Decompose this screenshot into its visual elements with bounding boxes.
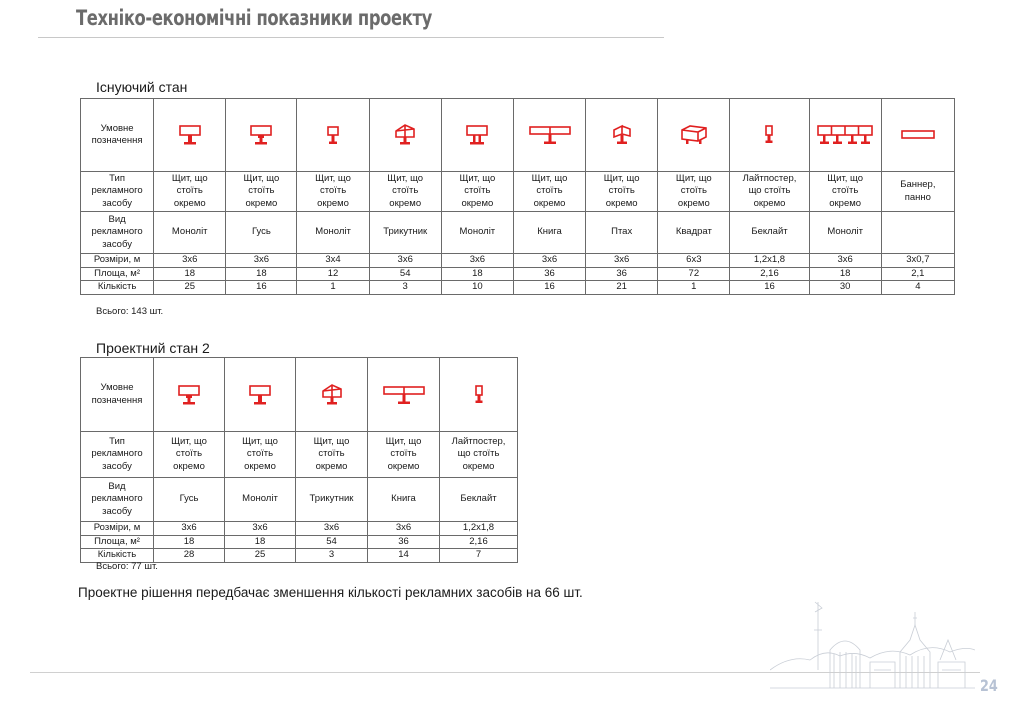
cell-size — [296, 522, 368, 536]
table-row-count — [81, 549, 518, 563]
cell-size — [809, 254, 881, 268]
cell-size-text: 3х6 — [323, 522, 340, 533]
cell-kind-text: Квадрат — [675, 226, 712, 238]
cell-type — [368, 432, 440, 478]
cell-area-text: 54 — [399, 267, 411, 279]
cell-count — [658, 281, 730, 295]
cell-count — [440, 549, 518, 563]
cell-kind — [369, 212, 441, 254]
cell-size — [658, 254, 730, 268]
table-row-size — [81, 522, 518, 536]
cell-size-text: 1,2х1,8 — [753, 254, 786, 265]
projected-total: Всього: 77 шт. — [96, 561, 158, 572]
existing-total: Всього: 143 шт. — [96, 306, 164, 317]
row-label-count — [81, 549, 154, 563]
cell-area — [881, 267, 954, 281]
cell-area-text: 2,1 — [911, 267, 925, 279]
cell-count — [225, 549, 296, 563]
cell-size-text: 3х6 — [252, 522, 268, 533]
cell-area-text: 18 — [254, 535, 266, 547]
cell-count-text: 21 — [616, 281, 627, 292]
cell-count-text: 28 — [183, 549, 195, 560]
page-title: Техніко-економічні показники проекту — [76, 6, 432, 30]
row-label-area — [81, 535, 154, 549]
cell-count — [513, 281, 585, 295]
cell-count-text: 25 — [254, 549, 266, 560]
cell-area-text: 18 — [839, 267, 851, 279]
row-label-kind — [81, 212, 154, 254]
table-row-kind — [81, 478, 518, 522]
billboard-goose-icon — [154, 358, 225, 432]
cell-kind — [658, 212, 730, 254]
row-label-text: Розміри, м — [93, 522, 141, 533]
billboard-monolith-icon — [154, 99, 226, 172]
cell-area-text: 18 — [472, 267, 483, 279]
cell-type — [809, 172, 881, 212]
row-label-symbol — [81, 99, 154, 172]
billboard-square-icon — [658, 99, 730, 172]
cell-size — [881, 254, 954, 268]
cell-size-text: 3х6 — [182, 254, 198, 265]
cell-kind-text: Моноліт — [459, 226, 496, 238]
cell-type-text: Щит, що стоїть окремо — [243, 172, 280, 209]
billboard-bird-icon — [586, 99, 658, 172]
cell-area — [154, 267, 226, 281]
cell-type-text: Щит, що стоїть окремо — [171, 172, 208, 209]
cell-kind-text: Птах — [611, 226, 633, 238]
cell-area — [297, 267, 369, 281]
cell-kind — [440, 478, 518, 522]
cell-type-text: Лайтпостер, що стоїть окремо — [451, 435, 506, 472]
billboard-double-leg-monolith-icon — [441, 99, 513, 172]
row-label-kind — [81, 478, 154, 522]
cell-type — [881, 172, 954, 212]
cell-area — [730, 267, 809, 281]
table-row-area — [81, 535, 518, 549]
cell-area — [154, 535, 225, 549]
page-number: 24 — [980, 676, 998, 695]
cell-size-text: 3х6 — [395, 522, 412, 533]
cell-count-text: 30 — [839, 281, 851, 292]
cell-count — [809, 281, 881, 295]
cell-count — [154, 549, 225, 563]
row-label-text: Тип рекламного засобу — [91, 435, 143, 472]
cell-type — [154, 172, 226, 212]
lightbox-icon — [730, 99, 809, 172]
table-row-kind — [81, 212, 955, 254]
table-row-count — [81, 281, 955, 295]
cell-type-text: Щит, що стоїть окремо — [313, 435, 350, 472]
cell-area — [809, 267, 881, 281]
cell-size — [226, 254, 297, 268]
cell-kind-text: Трикутник — [383, 226, 428, 238]
cell-count-text: 4 — [915, 281, 921, 292]
row-label-text: Вид рекламного засобу — [91, 213, 143, 250]
cell-size — [369, 254, 441, 268]
cell-kind — [441, 212, 513, 254]
cell-kind-text: Беклайт — [751, 226, 788, 238]
row-label-count — [81, 281, 154, 295]
projected-section-title: Проектний стан 2 — [96, 340, 210, 356]
table-row-type — [81, 172, 955, 212]
cell-area-text: 2,16 — [760, 267, 779, 279]
row-label-symbol — [81, 358, 154, 432]
cell-area — [226, 267, 297, 281]
cell-area-text: 72 — [688, 267, 700, 279]
cell-size — [154, 522, 225, 536]
billboard-goose-icon — [226, 99, 297, 172]
cell-count — [586, 281, 658, 295]
cell-size-text: 3х6 — [614, 254, 630, 265]
cell-size-text: 3х6 — [253, 254, 270, 265]
cell-kind — [296, 478, 368, 522]
cell-area-text: 2,16 — [469, 535, 488, 547]
cell-kind-text: Трикутник — [309, 493, 354, 505]
cell-type — [369, 172, 441, 212]
cell-type-text: Щит, що стоїть окремо — [827, 172, 864, 209]
cell-size — [225, 522, 296, 536]
cell-area-text: 36 — [544, 267, 555, 279]
cell-type — [296, 432, 368, 478]
cell-area — [225, 535, 296, 549]
row-label-area — [81, 267, 154, 281]
cell-size-text: 3х6 — [541, 254, 558, 265]
cell-kind-text: Моноліт — [827, 226, 863, 238]
table-row-type — [81, 432, 518, 478]
billboard-triangle-icon — [369, 99, 441, 172]
cell-count-text: 10 — [472, 281, 483, 292]
billboard-book-icon — [368, 358, 440, 432]
cell-size — [730, 254, 809, 268]
cell-kind — [586, 212, 658, 254]
cell-size-text: 3х6 — [397, 254, 413, 265]
row-label-text: Площа, м² — [94, 267, 140, 279]
cell-size — [513, 254, 585, 268]
row-label-text: Площа, м² — [94, 535, 140, 547]
cell-kind-text: Моноліт — [242, 493, 278, 505]
cell-type-text: Щит, що стоїть окремо — [171, 435, 207, 472]
cell-size — [297, 254, 369, 268]
cell-size-text: 3х6 — [181, 522, 197, 533]
cell-count-text: 1 — [691, 281, 697, 292]
cell-kind-text: Моноліт — [315, 226, 351, 238]
cell-kind — [226, 212, 297, 254]
cell-kind — [154, 212, 226, 254]
table-row-symbol — [81, 358, 518, 432]
cell-type-text: Щит, що стоїть окремо — [603, 172, 640, 209]
cell-area — [513, 267, 585, 281]
cell-type-text: Щит, що стоїть окремо — [385, 435, 422, 472]
table-row-size — [81, 254, 955, 268]
billboard-monolith-icon — [225, 358, 296, 432]
row-label-size — [81, 522, 154, 536]
billboard-multi-leg-icon — [809, 99, 881, 172]
cell-area — [441, 267, 513, 281]
cell-kind — [297, 212, 369, 254]
city-skyline-decoration — [770, 600, 975, 690]
cell-count — [368, 549, 440, 563]
cell-count-text: 3 — [328, 549, 335, 560]
cell-count-text: 14 — [398, 549, 409, 560]
cell-area-text: 18 — [184, 267, 196, 279]
cell-count-text: 1 — [330, 281, 336, 292]
cell-area — [369, 267, 441, 281]
cell-count-text: 16 — [764, 281, 775, 292]
cell-kind — [513, 212, 585, 254]
existing-section-title: Існуючий стан — [96, 79, 188, 95]
cell-type — [586, 172, 658, 212]
billboard-triangle-icon — [296, 358, 368, 432]
cell-area-text: 18 — [256, 267, 267, 279]
cell-area — [296, 535, 368, 549]
cell-type — [225, 432, 296, 478]
row-label-text: Умовне позначення — [91, 382, 143, 406]
cell-size — [586, 254, 658, 268]
row-label-type — [81, 432, 154, 478]
cell-area-text: 18 — [183, 535, 195, 547]
row-label-text: Вид рекламного засобу — [91, 480, 143, 517]
cell-size-text: 1,2х1,8 — [462, 522, 495, 533]
cell-type-text: Щит, що стоїть окремо — [675, 172, 712, 209]
table-row-area — [81, 267, 955, 281]
row-label-size — [81, 254, 154, 268]
cell-count — [297, 281, 369, 295]
cell-area — [586, 267, 658, 281]
cell-size — [441, 254, 513, 268]
cell-area — [368, 535, 440, 549]
cell-kind — [225, 478, 296, 522]
existing-state-table — [80, 98, 955, 295]
cell-type — [226, 172, 297, 212]
cell-count-text: 3 — [402, 281, 408, 292]
banner-icon — [881, 99, 954, 172]
cell-type — [513, 172, 585, 212]
cell-count-text: 16 — [256, 281, 267, 292]
cell-type — [440, 432, 518, 478]
conclusion-text: Проектне рішення передбачає зменшення кількості рекламних засобів на 66 шт. — [78, 585, 583, 600]
cell-type-text: Щит, що стоїть окремо — [531, 172, 568, 209]
cell-kind-text: Моноліт — [171, 226, 208, 238]
cell-size — [440, 522, 518, 536]
cell-size-text: 3х0,7 — [906, 254, 930, 265]
row-label-type — [81, 172, 154, 212]
cell-count — [730, 281, 809, 295]
cell-area-text: 36 — [616, 267, 627, 279]
cell-type — [297, 172, 369, 212]
cell-kind — [154, 478, 225, 522]
row-label-text: Тип рекламного засобу — [91, 172, 143, 209]
billboard-book-icon — [513, 99, 585, 172]
cell-kind — [730, 212, 809, 254]
cell-kind-text: Гусь — [251, 226, 271, 238]
cell-type-text: Щит, що стоїть окремо — [459, 172, 496, 209]
cell-type-text: Баннер, панно — [900, 179, 936, 203]
cell-count — [154, 281, 226, 295]
title-divider — [38, 37, 664, 38]
row-label-text: Кількість — [97, 281, 137, 292]
cell-kind — [368, 478, 440, 522]
cell-type-text: Щит, що стоїть окремо — [242, 435, 278, 472]
cell-type — [154, 432, 225, 478]
cell-kind — [881, 212, 954, 254]
cell-size — [368, 522, 440, 536]
cell-area — [658, 267, 730, 281]
cell-size — [154, 254, 226, 268]
cell-area-text: 36 — [398, 535, 409, 547]
cell-count-text: 16 — [544, 281, 555, 292]
cell-area-text: 12 — [327, 267, 339, 279]
cell-count — [369, 281, 441, 295]
cell-size-text: 3х4 — [325, 254, 341, 265]
billboard-small-monolith-icon — [297, 99, 369, 172]
cell-count-text: 7 — [475, 549, 482, 560]
cell-count — [441, 281, 513, 295]
cell-kind — [809, 212, 881, 254]
cell-area-text: 54 — [326, 535, 337, 547]
cell-count — [296, 549, 368, 563]
cell-count-text: 25 — [184, 281, 196, 292]
lightbox-icon — [440, 358, 518, 432]
cell-type — [730, 172, 809, 212]
cell-kind-text: Беклайт — [460, 493, 497, 505]
cell-size-text: 6х3 — [686, 254, 702, 265]
cell-type — [441, 172, 513, 212]
cell-area — [440, 535, 518, 549]
row-label-text: Розміри, м — [93, 254, 141, 265]
row-label-text: Умовне позначення — [91, 122, 143, 146]
cell-kind-text: Книга — [537, 226, 562, 238]
cell-kind-text: Гусь — [179, 493, 199, 505]
cell-type-text: Щит, що стоїть окремо — [387, 172, 424, 209]
row-label-text: Кількість — [97, 549, 137, 560]
cell-size-text: 3х6 — [469, 254, 486, 265]
cell-type-text: Лайтпостер, що стоїть окремо — [742, 172, 797, 209]
cell-count — [226, 281, 297, 295]
table-row-symbol — [81, 99, 955, 172]
cell-kind-text: Книга — [391, 493, 416, 505]
cell-count — [881, 281, 954, 295]
cell-size-text: 3х6 — [837, 254, 853, 265]
cell-type — [658, 172, 730, 212]
cell-type-text: Щит, що стоїть окремо — [315, 172, 351, 209]
projected-state-table — [80, 357, 518, 563]
